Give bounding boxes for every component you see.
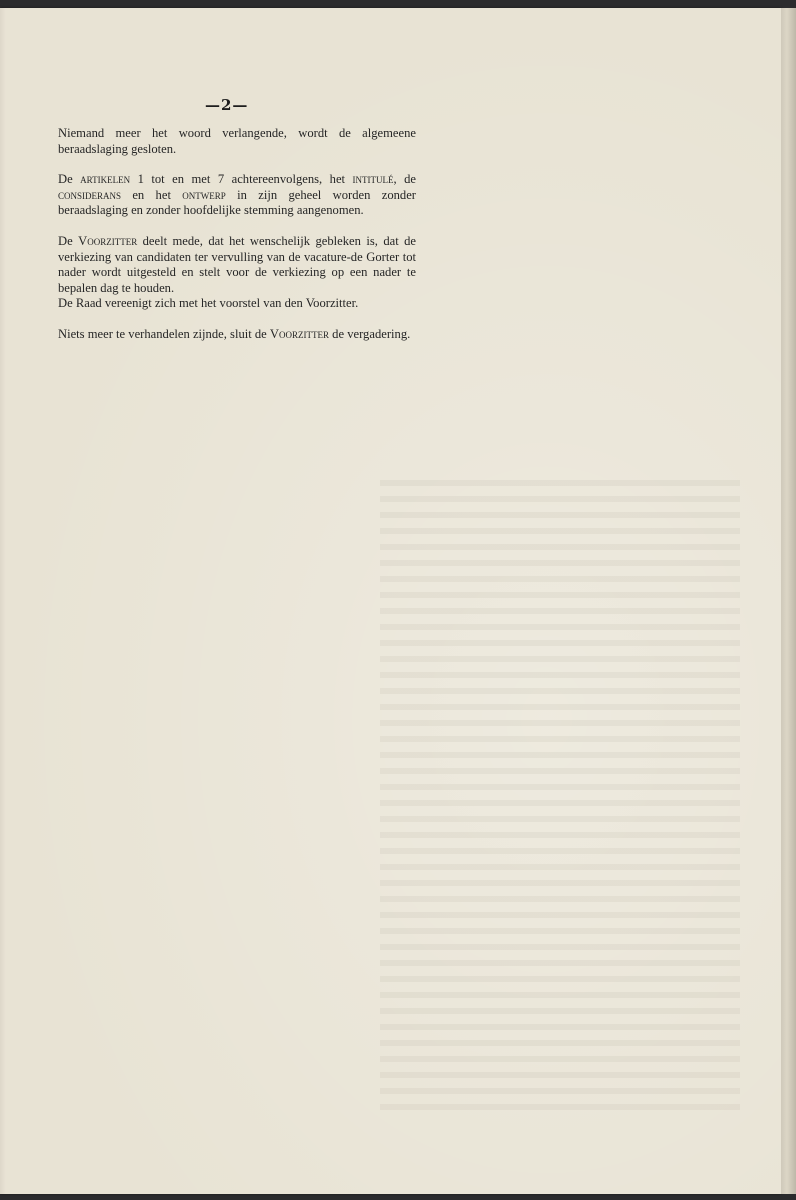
- text-run: deelt mede, dat het wenschelijk gebleken is, dat de verkiezing van candidaten ter vervulling van de vacature-de Gorter tot nader wordt uitgesteld en stelt voor de verkiezing op een nader te bepalen dag te houden.: [58, 233, 416, 295]
- paragraph: [58, 327, 416, 343]
- text-run: Niets meer te verhandelen zijnde, sluit de: [58, 326, 270, 341]
- page-edge: [781, 8, 796, 1194]
- paragraph: [58, 296, 416, 312]
- text-run: in zijn geheel worden zonder beraadslaging en zonder hoofdelijke stemming aangenomen.: [58, 187, 416, 218]
- show-through-texture: [380, 480, 740, 1120]
- text-run: 1 tot en met 7 achtereenvolgens, het: [130, 172, 353, 187]
- text-run: De Raad vereenigt zich met het voorstel van den Voorzitter.: [58, 296, 359, 311]
- paragraph: [58, 126, 416, 157]
- small-caps-term: Voorzitter: [78, 233, 138, 248]
- small-caps-term: Voorzitter: [269, 326, 330, 341]
- page-number: —2—: [205, 96, 249, 114]
- paragraph: [58, 172, 416, 219]
- text-run: De: [58, 233, 79, 248]
- body-text: [58, 126, 416, 343]
- text-run: , de: [393, 172, 417, 187]
- small-caps-term: considerans: [58, 187, 122, 202]
- small-caps-term: intitulé: [352, 172, 394, 187]
- text-run: de vergadering.: [329, 326, 411, 341]
- text-run: De: [58, 172, 81, 187]
- paragraph: [58, 234, 416, 296]
- small-caps-term: artikelen: [80, 172, 131, 187]
- text-run: en het: [121, 187, 183, 202]
- small-caps-term: ontwerp: [182, 187, 226, 202]
- text-run: Niemand meer het woord verlangende, wordt de algemeene beraadslaging gesloten.: [58, 126, 416, 156]
